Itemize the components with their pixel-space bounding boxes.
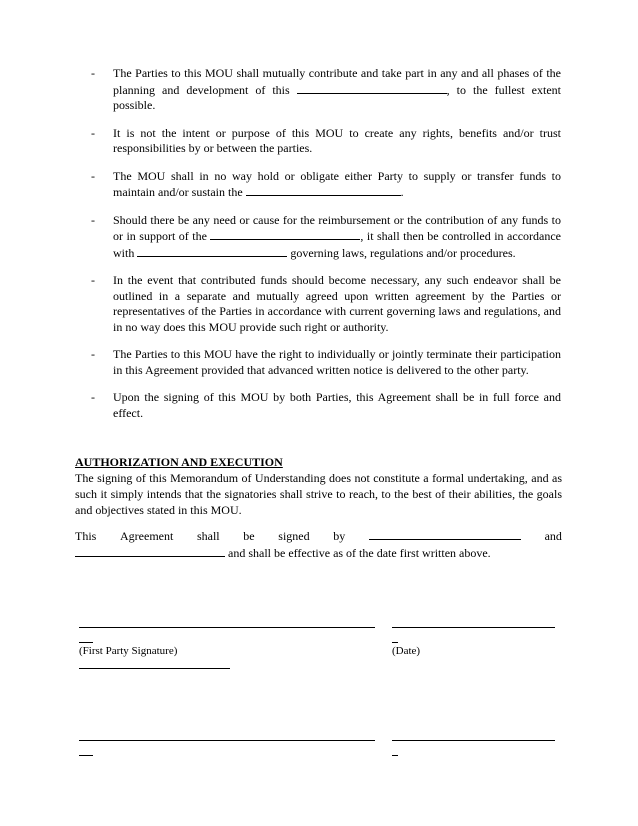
bullet-text: Should there be any need or cause for the reimbursement or the contribution of any funds to or in support of the , it shall then be controlled in accordance with governing laws, regulations and/or procedures. — [113, 212, 561, 260]
signature-line-stub — [79, 642, 93, 643]
bullet-text: It is not the intent or purpose of this MOU to create any rights, benefits and/or trust responsibilities by or between the parties. — [113, 125, 561, 155]
bullet-dash: - — [91, 168, 95, 183]
list-item — [91, 273, 561, 335]
bullet-text: The MOU shall in no way hold or obligate either Party to supply or transfer funds to maintain and/or sustain the . — [113, 168, 561, 199]
agreement-word: shall — [196, 529, 220, 543]
bullet-text: Upon the signing of this MOU by both Parties, this Agreement shall be in full force and effect. — [113, 390, 561, 420]
fill-in-blank[interactable] — [297, 82, 447, 94]
first-party-signature-line[interactable] — [79, 627, 375, 628]
bullet-dash: - — [91, 347, 95, 361]
signature-line-stub — [392, 642, 398, 643]
list-item — [91, 390, 561, 421]
signer-two-blank[interactable] — [75, 545, 225, 557]
bullet-dash: - — [91, 212, 95, 227]
list-item — [91, 66, 561, 114]
agreement-statement — [75, 528, 562, 562]
bullet-dash: - — [91, 125, 95, 140]
agreement-word: Agreement — [120, 529, 174, 543]
list-item — [91, 126, 561, 157]
signature-line-stub — [79, 755, 93, 756]
section-heading: AUTHORIZATION AND EXECUTION — [75, 455, 283, 469]
bullet-dash: - — [91, 273, 95, 287]
bullet-dash: - — [91, 390, 95, 404]
agreement-word: This — [75, 529, 97, 543]
authorization-paragraph: The signing of this Memorandum of Understanding does not constitute a formal undertaking, and as such it simply intends that the signatories shall strive to reach, to the best of their abilities, the goals and objectives stated in this MOU. — [75, 471, 562, 517]
bullet-dash: - — [91, 66, 95, 80]
agreement-word: be — [243, 529, 255, 543]
bullet-text: The Parties to this MOU shall mutually contribute and take part in any and all phases of the planning and development of this , to the fullest extent possible. — [113, 66, 562, 112]
signature-line-stub — [392, 755, 398, 756]
agreement-word: and — [544, 529, 562, 543]
fill-in-blank[interactable] — [246, 184, 401, 196]
date-line[interactable] — [392, 627, 555, 628]
signer-one-blank[interactable] — [369, 528, 521, 540]
list-item — [91, 347, 561, 378]
second-date-line[interactable] — [392, 740, 555, 741]
agreement-word: signed — [278, 529, 310, 543]
printed-name-line[interactable] — [79, 668, 230, 669]
agreement-tail: and shall be effective as of the date first written above. — [228, 546, 491, 560]
second-party-signature-line[interactable] — [79, 740, 375, 741]
list-item — [91, 169, 561, 201]
fill-in-blank[interactable] — [210, 228, 360, 240]
first-party-signature-label: (First Party Signature) — [79, 645, 178, 657]
fill-in-blank[interactable] — [137, 245, 287, 257]
bullet-text: In the event that contributed funds should become necessary, any such endeavor shall be outlined in a separate and mutually agreed upon written agreement by the Parties or representatives of the Parties in accordance with current governing laws and regulations, and in no way does this MOU provide such right or authority. — [113, 273, 561, 334]
agreement-word: by — [333, 529, 346, 543]
list-item — [91, 213, 561, 262]
date-label: (Date) — [392, 645, 421, 657]
bullet-list — [91, 66, 561, 433]
bullet-text: The Parties to this MOU have the right to individually or jointly terminate their participation in this Agreement provided that advanced written notice is delivered to the other party. — [113, 347, 561, 377]
